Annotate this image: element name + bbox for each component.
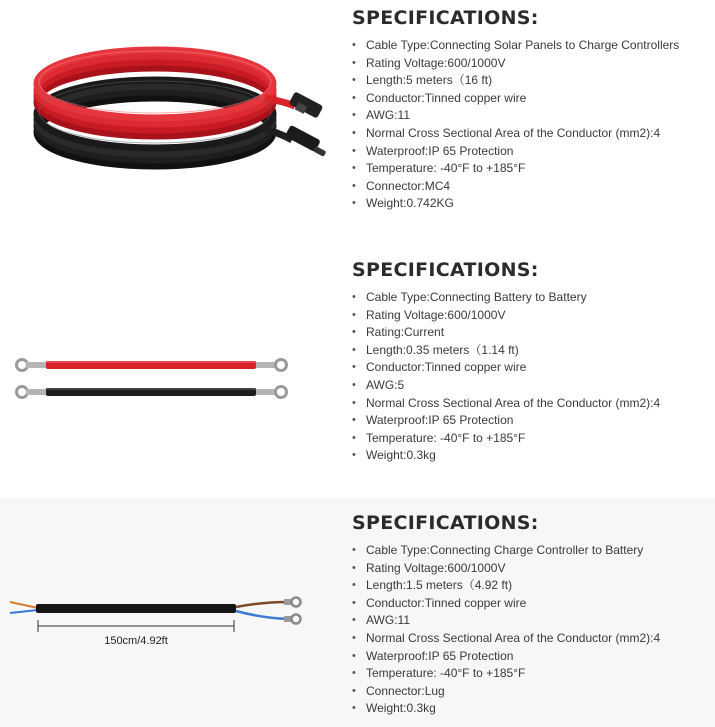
bullet-icon: •	[352, 343, 356, 356]
spec-item: • Conductor:Tinned copper wire	[352, 595, 660, 613]
spec-section-battery-cable	[0, 246, 715, 498]
bullet-icon: •	[352, 631, 356, 644]
spec-item: • Connector:Lug	[352, 683, 660, 701]
bullet-icon: •	[352, 361, 356, 374]
spec-item: • Weight:0.742KG	[352, 195, 679, 213]
red-cable-icon	[17, 360, 287, 371]
bullet-icon: •	[352, 431, 356, 444]
lug-terminal-icon	[284, 598, 301, 624]
bullet-icon: •	[352, 74, 356, 87]
spec-item: • Conductor:Tinned copper wire	[352, 359, 660, 377]
dimension-label: 150cm/4.92ft	[104, 635, 168, 647]
bullet-icon: •	[352, 291, 356, 303]
spec-item: • Weight:0.3kg	[352, 447, 660, 465]
mc4-connector-icon	[285, 91, 327, 157]
spec-item: • AWG:11	[352, 107, 679, 125]
spec-item: • AWG:11	[352, 612, 660, 630]
spec-section-controller-cable	[0, 498, 715, 727]
bullet-icon: •	[352, 126, 356, 139]
specs-title: SPECIFICATIONS:	[352, 7, 539, 29]
bullet-icon: •	[352, 667, 356, 680]
spec-list	[352, 289, 660, 465]
spec-item: • Rating Voltage:600/1000V	[352, 55, 679, 73]
spec-item: • Normal Cross Sectional Area of the Conductor (mm2):4	[352, 630, 660, 648]
dimension-line	[38, 620, 234, 632]
spec-item: • Cable Type:Connecting Battery to Battery	[352, 289, 660, 307]
bullet-icon: •	[352, 308, 356, 321]
spec-list	[352, 542, 660, 718]
bullet-icon: •	[352, 144, 356, 157]
bullet-icon: •	[352, 91, 356, 104]
spec-item: • Length:1.5 meters（4.92 ft)	[352, 577, 660, 595]
spec-item: • Normal Cross Sectional Area of the Conductor (mm2):4	[352, 125, 679, 143]
black-cable-icon	[17, 387, 287, 398]
bullet-icon: •	[352, 614, 356, 627]
spec-item: • Waterproof:IP 65 Protection	[352, 143, 679, 161]
coiled-solar-cable-image	[0, 40, 345, 180]
spec-item: • Temperature: -40°F to +185°F	[352, 160, 679, 178]
bullet-icon: •	[352, 56, 356, 69]
spec-item: • Cable Type:Connecting Charge Controller to Battery	[352, 542, 660, 560]
spec-item: • AWG:5	[352, 377, 660, 395]
lug-cable-image	[0, 588, 320, 658]
spec-item: • Rating:Current	[352, 324, 660, 342]
bullet-icon: •	[352, 326, 356, 339]
bullet-icon: •	[352, 197, 356, 210]
spec-item: • Temperature: -40°F to +185°F	[352, 665, 660, 683]
spec-item: • Normal Cross Sectional Area of the Conductor (mm2):4	[352, 395, 660, 413]
spec-item: • Temperature: -40°F to +185°F	[352, 430, 660, 448]
bullet-icon: •	[352, 561, 356, 574]
spec-item: • Rating Voltage:600/1000V	[352, 307, 660, 325]
spec-list	[352, 37, 679, 213]
bullet-icon: •	[352, 596, 356, 609]
spec-item: • Conductor:Tinned copper wire	[352, 90, 679, 108]
bullet-icon: •	[352, 649, 356, 662]
spec-item: • Waterproof:IP 65 Protection	[352, 412, 660, 430]
spec-item: • Cable Type:Connecting Solar Panels to Charge Controllers	[352, 37, 679, 55]
spec-item: • Length:0.35 meters（1.14 ft)	[352, 342, 660, 360]
specs-title: SPECIFICATIONS:	[352, 259, 539, 281]
bullet-icon: •	[352, 449, 356, 462]
specs-title: SPECIFICATIONS:	[352, 512, 539, 534]
spec-item: • Waterproof:IP 65 Protection	[352, 648, 660, 666]
bullet-icon: •	[352, 544, 356, 556]
spec-item: • Rating Voltage:600/1000V	[352, 560, 660, 578]
bullet-icon: •	[352, 109, 356, 122]
spec-item: • Connector:MC4	[352, 178, 679, 196]
battery-cables-image	[0, 346, 320, 406]
bullet-icon: •	[352, 378, 356, 391]
black-cable-icon	[36, 604, 236, 613]
bullet-icon: •	[352, 39, 356, 51]
bullet-icon: •	[352, 579, 356, 592]
bullet-icon: •	[352, 396, 356, 409]
spec-item: • Length:5 meters（16 ft)	[352, 72, 679, 90]
spec-section-solar-cable	[0, 0, 715, 246]
bullet-icon: •	[352, 414, 356, 427]
bullet-icon: •	[352, 702, 356, 715]
spec-item: • Weight:0.3kg	[352, 700, 660, 718]
bullet-icon: •	[352, 179, 356, 192]
bullet-icon: •	[352, 684, 356, 697]
bullet-icon: •	[352, 162, 356, 175]
